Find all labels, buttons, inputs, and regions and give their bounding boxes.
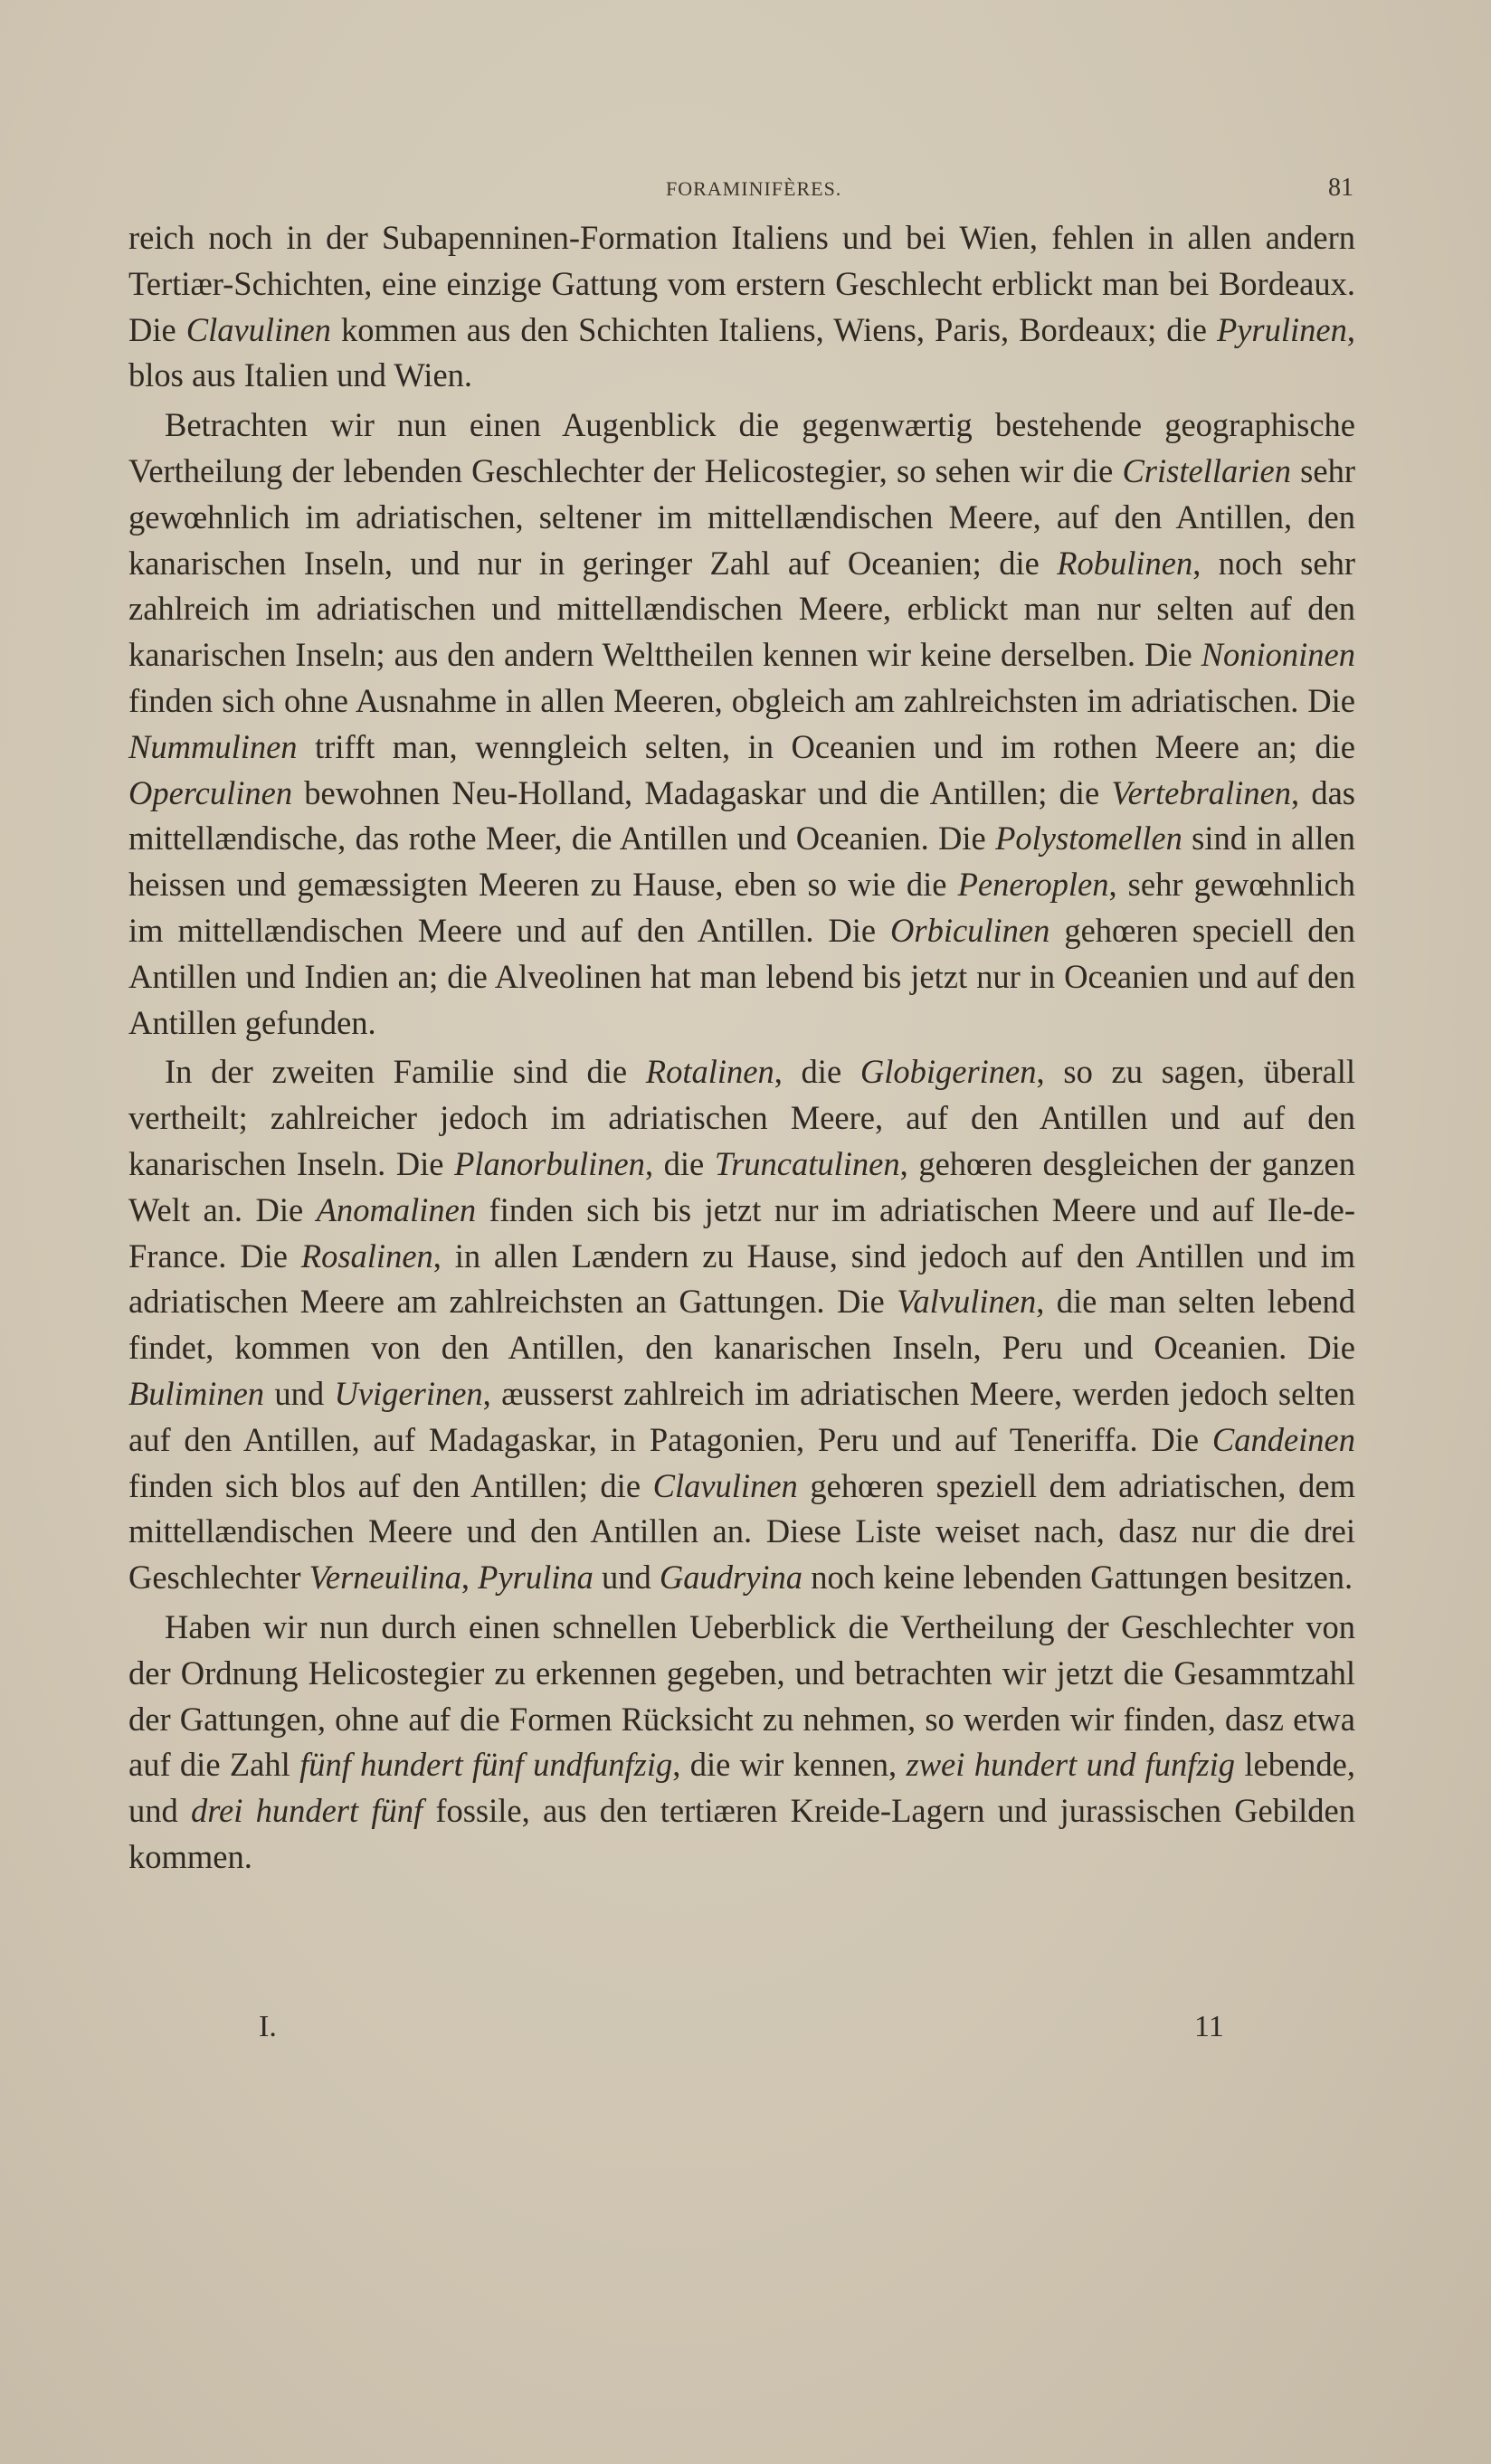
italic-term: Pyrulina	[478, 1559, 594, 1597]
italic-term: Vertebralinen	[1111, 773, 1292, 811]
gathering-number: 11	[1194, 2010, 1224, 2043]
running-head	[0, 174, 1491, 213]
body-text	[128, 215, 1355, 1881]
italic-term: Operculinen	[128, 773, 293, 811]
italic-term: Rotalinen	[645, 1053, 774, 1091]
page-number: 81	[1328, 174, 1353, 202]
italic-term: Anomalinen	[316, 1190, 477, 1228]
italic-term: Robulinen	[1057, 544, 1193, 582]
signature-line	[0, 2010, 1491, 2055]
italic-term: drei hundert fünf	[190, 1792, 423, 1830]
paragraph: Haben wir nun durch einen schnellen Ueberblick die Vertheilung der Geschlechter von der Ordnung Helicostegier zu erkennen gegeben, und betrachten wir jetzt die Gesammtzahl der Gattungen, ohne auf die Formen Rücksicht zu nehmen, so werden wir finden, dasz etwa auf die Zahl fünf hundert fünf undfunfzig, die wir kennen, zwei hundert und funfzig lebende, und drei hundert fünf fossile, aus den tertiæren Kreide-Lagern und jurassischen Gebilden kommen.	[128, 1607, 1355, 1875]
paragraph: In der zweiten Familie sind die Rotalinen, die Globigerinen, so zu sagen, überall vertheilt; zahlreicher jedoch im adriatischen Meere, auf den Antillen und auf den kanarischen Inseln. Die Planorbulinen, die Truncatulinen, gehœren desgleichen der ganzen Welt an. Die Anomalinen finden sich bis jetzt nur im adriatischen Meere und auf Ile-de-France. Die Rosalinen, in allen Lændern zu Hause, sind jedoch auf den Antillen und im adriatischen Meere am zahlreichsten an Gattungen. Die Valvulinen, die man selten lebend findet, kommen von den Antillen, den kanarischen Inseln, Peru und Oceanien. Die Buliminen und Uvigerinen, æusserst zahlreich im adriatischen Meere, werden jedoch selten auf den Antillen, auf Madagaskar, in Patagonien, Peru und auf Teneriffa. Die Candeinen finden sich blos auf den Antillen; die Clavulinen gehœren speziell dem adriatischen, dem mittellændischen Meere und den Antillen an. Diese Liste weiset nach, dasz nur die drei Geschlechter Verneuilina, Pyrulina und Gaudryina noch keine lebenden Gattungen besitzen.	[128, 1053, 1355, 1597]
italic-term: fünf hundert fünf undfunfzig	[299, 1746, 673, 1784]
italic-term: Cristellarien	[1122, 451, 1292, 489]
italic-term: Pyrulinen	[1216, 310, 1347, 348]
italic-term: Truncatulinen	[714, 1144, 900, 1182]
italic-term: Clavulinen	[185, 310, 331, 348]
running-title: FORAMINIFÈRES.	[666, 177, 842, 200]
italic-term: Clavulinen	[652, 1466, 798, 1504]
italic-term: Rosalinen	[300, 1237, 433, 1275]
italic-term: Buliminen	[128, 1374, 265, 1412]
italic-term: Nummulinen	[128, 727, 298, 765]
italic-term: Planorbulinen	[454, 1144, 645, 1182]
signature-mark: I.	[259, 2010, 277, 2043]
paragraph: Betrachten wir nun einen Augenblick die gegenwærtig bestehende geographische Vertheilung der lebenden Geschlechter der Helicostegier, so sehen wir die Cristellarien sehr gewœhnlich im adriatischen, seltener im mittellændischen Meere, auf den Antillen, den kanarischen Inseln, und nur in geringer Zahl auf Oceanien; die Robulinen, noch sehr zahlreich im adriatischen und mittellændischen Meere, erblickt man nur selten auf den kanarischen Inseln; aus den andern Welttheilen kennen wir keine derselben. Die Nonioninen finden sich ohne Ausnahme in allen Meeren, obgleich am zahlreichsten im adriatischen. Die Nummulinen trifft man, wenngleich selten, in Oceanien und im rothen Meere an; die Operculinen bewohnen Neu-Holland, Madagaskar und die Antillen; die Vertebralinen, das mittellændische, das rothe Meer, die Antillen und Oceanien. Die Polystomellen sind in allen heissen und gemæssigten Meeren zu Hause, eben so wie die Peneroplen, sehr gewœhnlich im mittellændischen Meere und auf den Antillen. Die Orbiculinen gehœren speciell den Antillen und Indien an; die Alveolinen hat man lebend bis jetzt nur in Oceanien und auf den Antillen gefunden.	[128, 406, 1355, 1041]
italic-term: Uvigerinen	[334, 1374, 483, 1412]
italic-term: Gaudryina	[659, 1559, 803, 1597]
italic-term: Nonioninen	[1201, 636, 1355, 674]
italic-term: Globigerinen	[859, 1053, 1037, 1091]
italic-term: zwei hundert und funfzig	[906, 1746, 1236, 1784]
italic-term: Verneuilina	[309, 1559, 461, 1597]
italic-term: Orbiculinen	[890, 911, 1050, 949]
italic-term: Candeinen	[1211, 1420, 1355, 1458]
paragraph: reich noch in der Subapenninen-Formation Italiens und bei Wien, fehlen in allen andern Tertiær-Schichten, eine einzige Gattung vom erstern Geschlecht erblickt man bei Bordeaux. Die Clavulinen kommen aus den Schichten Italiens, Wiens, Paris, Bordeaux; die Pyrulinen, blos aus Italien und Wien.	[128, 219, 1355, 394]
italic-term: Peneroplen	[957, 866, 1109, 904]
italic-term: Polystomellen	[995, 820, 1182, 858]
italic-term: Valvulinen	[897, 1283, 1037, 1321]
